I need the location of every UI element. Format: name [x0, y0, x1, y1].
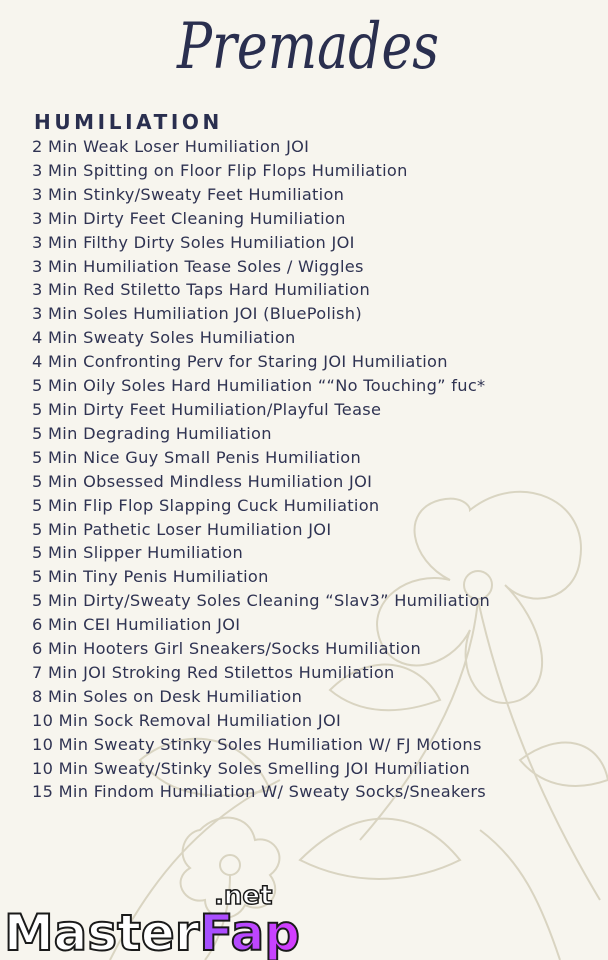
list-item: 6 Min Hooters Girl Sneakers/Socks Humiliation	[32, 639, 422, 659]
watermark-brand-part1: Master	[4, 904, 200, 960]
section-heading: HUMILIATION	[34, 110, 223, 134]
page-title	[0, 0, 608, 104]
list-item: 4 Min Confronting Perv for Staring JOI Humiliation	[32, 352, 448, 372]
list-item: 5 Min Flip Flop Slapping Cuck Humiliation	[32, 495, 380, 515]
list-item: 10 Min Sock Removal Humiliation JOI	[32, 710, 342, 730]
list-item: 3 Min Soles Humiliation JOI (BluePolish)	[32, 304, 362, 324]
list-item: 10 Min Sweaty Stinky Soles Humiliation W/ FJ Motions	[32, 734, 482, 754]
page-title-text: Premades	[176, 10, 439, 84]
list-item: 6 Min CEI Humiliation JOI	[32, 615, 241, 635]
list-item: 3 Min Spitting on Floor Flip Flops Humiliation	[32, 160, 408, 180]
list-item: 5 Min Dirty/Sweaty Soles Cleaning “Slav3” Humiliation	[32, 591, 491, 611]
list-item: 3 Min Filthy Dirty Soles Humiliation JOI	[32, 232, 355, 252]
list-item: 5 Min Oily Soles Hard Humiliation ““No Touching” fuc*	[32, 376, 486, 396]
list-item: 5 Min Nice Guy Small Penis Humiliation	[32, 447, 362, 467]
list-item: 15 Min Findom Humiliation W/ Sweaty Socks/Sneakers	[32, 782, 487, 802]
list-item: 5 Min Dirty Feet Humiliation/Playful Tease	[32, 399, 382, 419]
list-item: 3 Min Stinky/Sweaty Feet Humiliation	[32, 184, 345, 204]
watermark-suffix: .net	[214, 881, 273, 911]
list-item: 5 Min Slipper Humiliation	[32, 543, 244, 563]
watermark-logo	[0, 876, 330, 960]
list-item: 3 Min Dirty Feet Cleaning Humiliation	[32, 208, 346, 228]
premade-list	[32, 135, 490, 804]
list-item: 5 Min Degrading Humiliation	[32, 423, 272, 443]
list-item: 10 Min Sweaty/Stinky Soles Smelling JOI Humiliation	[32, 758, 471, 778]
list-item: 8 Min Soles on Desk Humiliation	[32, 686, 303, 706]
svg-text:MasterFap	[4, 904, 300, 960]
list-item: 5 Min Pathetic Loser Humiliation JOI	[32, 519, 332, 539]
list-item: 3 Min Humiliation Tease Soles / Wiggles	[32, 256, 364, 276]
list-item: 5 Min Obsessed Mindless Humiliation JOI	[32, 471, 373, 491]
list-item: 5 Min Tiny Penis Humiliation	[32, 567, 269, 587]
list-item: 7 Min JOI Stroking Red Stilettos Humiliation	[32, 662, 395, 682]
list-item: 2 Min Weak Loser Humiliation JOI	[32, 137, 310, 156]
watermark-brand-part2: Fap	[199, 904, 301, 960]
list-item: 4 Min Sweaty Soles Humiliation	[32, 328, 296, 348]
list-item: 3 Min Red Stiletto Taps Hard Humiliation	[32, 280, 371, 300]
